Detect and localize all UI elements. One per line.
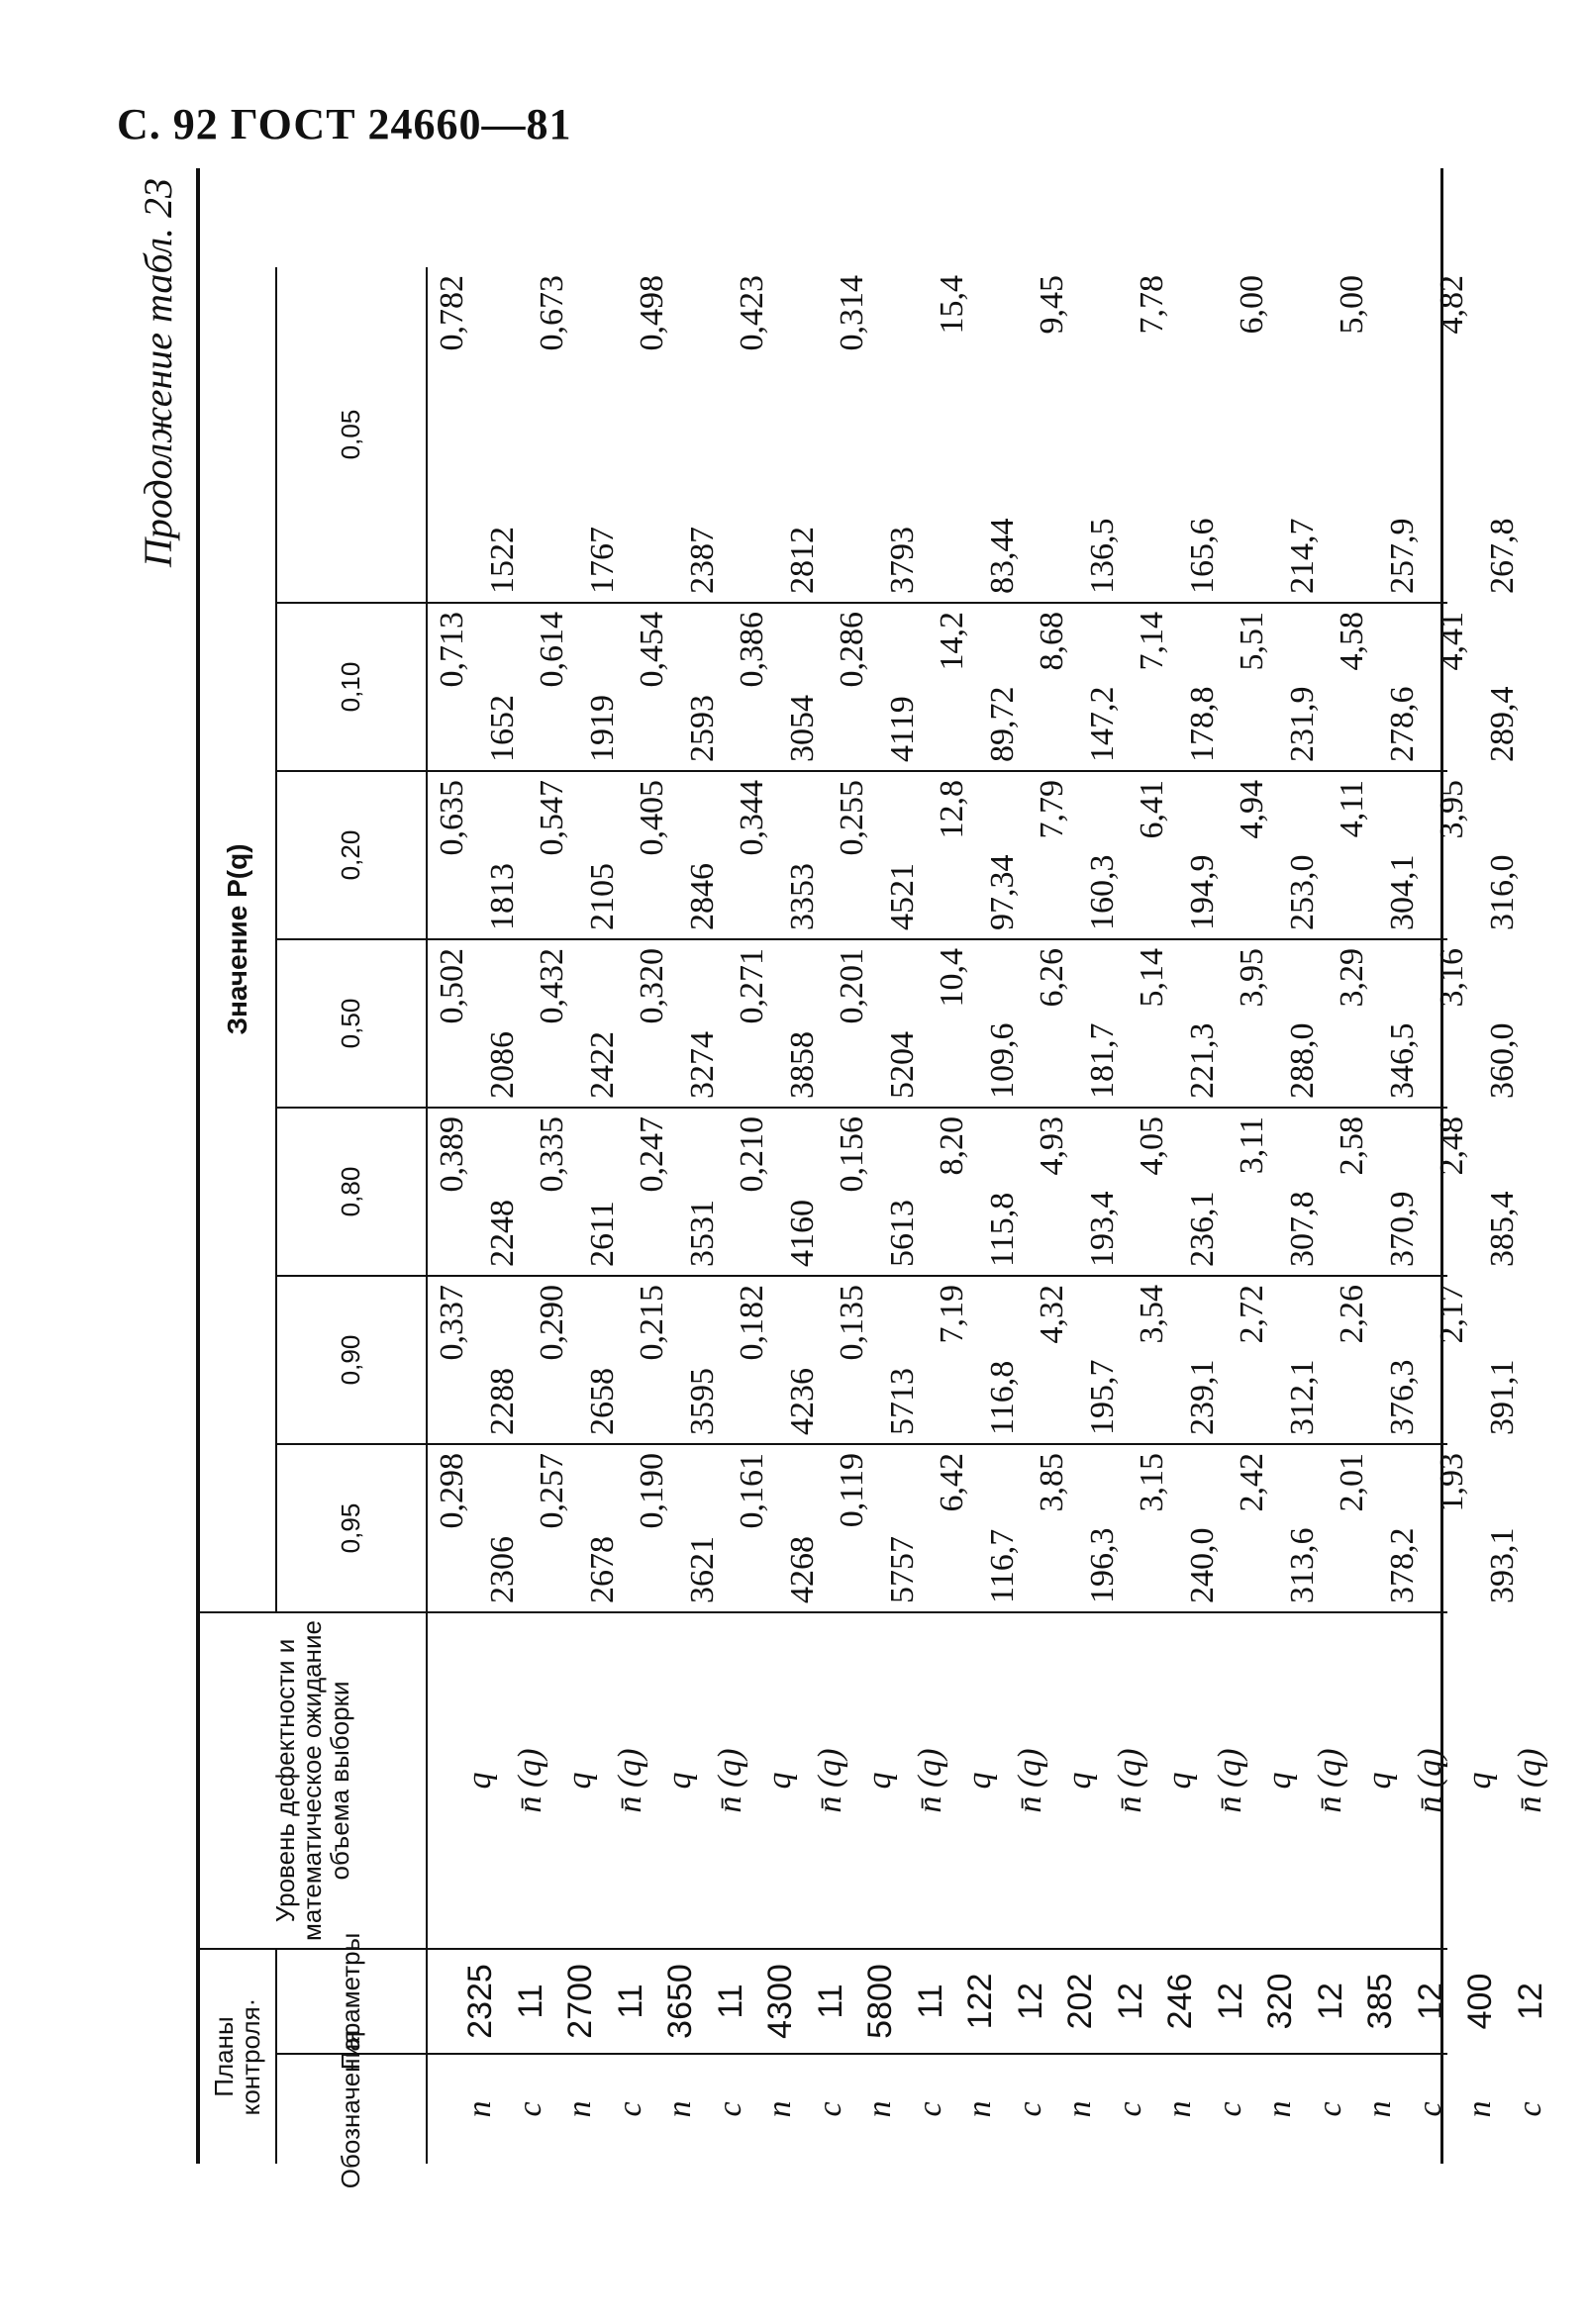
value-cell: 178,8 [1183,686,1221,762]
parameter-cell: 12 [1311,1983,1349,2020]
column-p-090 [426,1277,1521,1445]
parameter-cell: 5800 [861,1964,899,2039]
value-cell: 8,20 [934,1116,970,1176]
value-cell: 115,8 [983,1192,1021,1267]
designation-cell: n [1061,2100,1098,2118]
value-cell: 1,93 [1434,1453,1470,1512]
defect-level-cell: q [1361,1772,1398,1790]
parameter-cell: 12 [1511,1983,1549,2020]
value-cell: 376,3 [1383,1359,1421,1435]
value-cell: 0,386 [734,612,770,688]
value-cell: 391,1 [1483,1359,1521,1435]
defect-level-cell: q [761,1772,798,1790]
parameter-cell: 11 [811,1984,849,2019]
value-cell: 83,44 [983,518,1021,594]
value-cell: 0,405 [634,780,670,856]
defect-level-cell: n̄ (q) [611,1748,648,1813]
value-cell: 3,95 [1434,780,1470,839]
designation-cell: c [511,2101,548,2117]
value-cell: 0,257 [534,1453,570,1529]
value-cell: 6,00 [1234,275,1270,335]
value-cell: 4,11 [1334,780,1370,838]
value-cell: 1767 [583,527,621,594]
defect-level-cell: n̄ (q) [911,1748,948,1813]
value-cell: 3793 [883,527,921,594]
value-cell: 1652 [483,695,521,762]
value-cell: 3054 [783,695,821,762]
column-p-050 [426,940,1521,1109]
designation-cell: c [1111,2101,1148,2117]
value-cell: 0,135 [834,1285,870,1361]
value-cell: 0,290 [534,1285,570,1361]
value-cell: 6,42 [934,1453,970,1512]
parameter-cell: 202 [1061,1973,1099,2030]
designation-cell: n [561,2100,598,2118]
column-p-080 [426,1109,1521,1277]
value-cell: 14,2 [934,612,970,671]
value-cell: 2,26 [1334,1285,1370,1344]
value-cell: 231,9 [1283,686,1321,762]
value-cell: 2086 [483,1031,521,1099]
parameter-cell: 400 [1461,1973,1499,2030]
value-cell: 181,7 [1083,1022,1121,1099]
parameter-cell: 246 [1161,1973,1199,2030]
value-cell: 5757 [883,1536,921,1603]
designation-cell: c [1011,2101,1048,2117]
value-cell: 2846 [683,863,721,930]
value-cell: 89,72 [983,686,1021,762]
value-cell: 2288 [483,1368,521,1435]
parameter-cell: 122 [961,1973,999,2030]
value-cell: 4,32 [1034,1285,1070,1344]
value-cell: 196,3 [1083,1527,1121,1603]
value-cell: 6,41 [1134,780,1170,839]
value-cell: 0,673 [534,275,570,351]
value-cell: 0,454 [634,612,670,688]
value-cell: 0,119 [834,1453,870,1528]
designation-cell: n [961,2100,998,2118]
value-cell: 5204 [883,1031,921,1099]
value-cell: 360,0 [1483,1022,1521,1099]
value-cell: 160,3 [1083,854,1121,930]
designation-cell: n [661,2100,698,2118]
value-cell: 3621 [683,1536,721,1603]
value-cell: 4119 [883,696,921,762]
column-defect-level [426,1613,1548,1950]
parameter-cell: 3650 [661,1964,699,2039]
defect-level-cell: n̄ (q) [1511,1748,1548,1813]
defect-level-cell: q [461,1772,498,1790]
value-cell: 12,8 [934,780,970,839]
value-cell: 4,94 [1234,780,1270,839]
value-cell: 0,432 [534,948,570,1024]
header-p-080: 0,80 [277,1109,426,1277]
value-cell: 0,713 [434,612,470,688]
value-cell: 0,247 [634,1116,670,1193]
value-cell: 393,1 [1483,1527,1521,1603]
value-cell: 5613 [883,1200,921,1267]
value-cell: 165,6 [1183,518,1221,594]
value-cell: 267,8 [1483,518,1521,594]
header-p-005: 0,05 [277,267,426,604]
value-cell: 378,2 [1383,1527,1421,1603]
value-cell: 3,29 [1334,948,1370,1008]
designation-cell: n [861,2100,898,2118]
value-cell: 193,4 [1083,1191,1121,1267]
value-cell: 0,502 [434,948,470,1024]
header-defect-level: Уровень дефектности и математическое ожидание объема выборки [200,1613,426,1950]
value-cell: 0,314 [834,275,870,351]
value-cell: 4,58 [1334,612,1370,671]
value-cell: 0,286 [834,612,870,688]
designation-cell: n [1461,2100,1498,2118]
value-cell: 0,335 [534,1116,570,1193]
value-cell: 3353 [783,863,821,930]
value-cell: 221,3 [1183,1022,1221,1099]
header-designations: Обозначения [336,2029,366,2189]
value-cell: 147,2 [1083,686,1121,762]
value-cell: 2422 [583,1031,621,1099]
column-parameters [426,1950,1549,2055]
value-cell: 2248 [483,1200,521,1267]
value-cell: 0,423 [734,275,770,351]
value-cell: 4,41 [1434,612,1470,671]
value-cell: 109,6 [983,1022,1021,1099]
value-cell: 304,1 [1383,854,1421,930]
value-cell: 240,0 [1183,1527,1221,1603]
value-cell: 316,0 [1483,854,1521,930]
designation-cell: n [1261,2100,1298,2118]
value-cell: 4521 [883,863,921,930]
table-caption: Продолжение табл. 23 [136,178,180,568]
header-p-010: 0,10 [277,604,426,772]
value-cell: 0,255 [834,780,870,856]
value-cell: 9,45 [1034,275,1070,335]
defect-level-cell: q [561,1772,598,1790]
defect-level-cell: n̄ (q) [1211,1748,1248,1813]
value-cell: 116,8 [983,1360,1021,1435]
value-cell: 370,9 [1383,1191,1421,1267]
value-cell: 0,547 [534,780,570,856]
defect-level-cell: q [861,1772,898,1790]
defect-level-cell: n̄ (q) [1311,1748,1348,1813]
designation-cell: c [1411,2101,1448,2117]
value-cell: 0,298 [434,1453,470,1529]
value-cell: 3,54 [1134,1285,1170,1344]
value-cell: 307,8 [1283,1191,1321,1267]
value-cell: 0,201 [834,948,870,1024]
value-cell: 0,161 [734,1453,770,1529]
value-cell: 2658 [583,1368,621,1435]
value-cell: 3,11 [1234,1116,1270,1175]
header-p-095: 0,95 [277,1445,426,1613]
value-cell: 195,7 [1083,1359,1121,1435]
parameter-cell: 12 [1011,1983,1049,2020]
value-cell: 3274 [683,1031,721,1099]
value-cell: 239,1 [1183,1359,1221,1435]
designation-cell: c [911,2101,948,2117]
value-cell: 2611 [583,1201,621,1267]
value-cell: 3,95 [1234,948,1270,1008]
value-cell: 346,5 [1383,1022,1421,1099]
value-cell: 0,498 [634,275,670,351]
value-cell: 2,17 [1434,1285,1470,1344]
value-cell: 4,93 [1034,1116,1070,1176]
parameter-cell: 2700 [561,1964,599,2039]
column-p-005 [426,267,1521,604]
value-cell: 2387 [683,527,721,594]
parameter-cell: 385 [1361,1973,1399,2030]
value-cell: 7,78 [1134,275,1170,335]
value-cell: 0,215 [634,1285,670,1361]
defect-level-cell: q [1261,1772,1298,1790]
designation-cell: c [711,2101,748,2117]
defect-level-cell: q [961,1772,998,1790]
defect-level-cell: q [661,1772,698,1790]
defect-level-cell: q [1461,1772,1498,1790]
value-cell: 2,42 [1234,1453,1270,1512]
value-cell: 0,614 [534,612,570,688]
value-cell: 2,72 [1234,1285,1270,1344]
value-cell: 3858 [783,1031,821,1099]
parameter-cell: 4300 [761,1964,799,2039]
value-cell: 5713 [883,1368,921,1435]
designation-cell: c [1311,2101,1348,2117]
header-parameters: Параметры [277,1950,426,2055]
data-table [196,168,1549,2189]
parameter-cell: 11 [611,1984,649,2019]
value-cell: 2,01 [1334,1453,1370,1512]
value-cell: 2306 [483,1536,521,1603]
column-p-020 [426,772,1521,940]
value-cell: 4268 [783,1536,821,1603]
parameter-cell: 320 [1261,1973,1299,2030]
value-cell: 2812 [783,527,821,594]
parameter-cell: 2325 [461,1964,499,2039]
defect-level-cell: q [1161,1772,1198,1790]
value-cell: 3,85 [1034,1453,1070,1512]
value-cell: 236,1 [1183,1191,1221,1267]
value-cell: 0,182 [734,1285,770,1361]
designation-cell: c [1211,2101,1248,2117]
value-cell: 0,210 [734,1116,770,1193]
value-cell: 4236 [783,1368,821,1435]
header-plans: Планы контроля· [200,1950,277,2164]
value-cell: 136,5 [1083,518,1121,594]
column-designations [426,2055,1548,2164]
value-cell: 1522 [483,527,521,594]
value-cell: 15,4 [934,275,970,335]
header-p-value: Значение P(q) [200,267,277,1613]
value-cell: 7,14 [1134,612,1170,671]
value-cell: 278,6 [1383,686,1421,762]
parameter-cell: 11 [711,1984,749,2019]
value-cell: 0,337 [434,1285,470,1361]
header-p-050: 0,50 [277,940,426,1109]
designation-cell: n [1161,2100,1198,2118]
value-cell: 2593 [683,695,721,762]
defect-level-cell: n̄ (q) [1411,1748,1448,1813]
header-p-020: 0,20 [277,772,426,940]
value-cell: 0,389 [434,1116,470,1193]
header-p-090: 0,90 [277,1277,426,1445]
value-cell: 194,9 [1183,854,1221,930]
value-cell: 385,4 [1483,1191,1521,1267]
value-cell: 0,635 [434,780,470,856]
value-cell: 7,79 [1034,780,1070,839]
designation-cell: n [761,2100,798,2118]
value-cell: 0,782 [434,275,470,351]
value-cell: 116,7 [983,1528,1021,1603]
value-cell: 313,6 [1283,1527,1321,1603]
value-cell: 0,156 [834,1116,870,1193]
defect-level-cell: q [1061,1772,1098,1790]
value-cell: 1813 [483,863,521,930]
value-cell: 97,34 [983,854,1021,930]
value-cell: 0,190 [634,1453,670,1529]
parameter-cell: 11 [911,1984,949,2019]
parameter-cell: 12 [1111,1983,1149,2020]
parameter-cell: 12 [1411,1983,1449,2020]
value-cell: 0,271 [734,948,770,1024]
value-cell: 3,15 [1134,1453,1170,1512]
value-cell: 0,344 [734,780,770,856]
defect-level-cell: n̄ (q) [1011,1748,1048,1813]
rotated-table-block [136,168,1549,2189]
value-cell: 4,82 [1434,275,1470,335]
value-cell: 7,19 [934,1285,970,1344]
value-cell: 5,51 [1234,612,1270,671]
designation-cell: c [611,2101,648,2117]
value-cell: 312,1 [1283,1359,1321,1435]
column-p-095 [426,1445,1521,1613]
parameter-cell: 11 [511,1984,549,2019]
defect-level-cell: n̄ (q) [511,1748,548,1813]
value-cell: 3,16 [1434,948,1470,1008]
defect-level-cell: n̄ (q) [711,1748,748,1813]
designation-cell: c [1511,2101,1548,2117]
value-cell: 289,4 [1483,686,1521,762]
value-cell: 5,14 [1134,948,1170,1008]
defect-level-cell: n̄ (q) [1111,1748,1148,1813]
parameter-cell: 12 [1211,1983,1249,2020]
value-cell: 4160 [783,1200,821,1267]
page-header: С. 92 ГОСТ 24660—81 [117,100,572,148]
value-cell: 2678 [583,1536,621,1603]
value-cell: 253,0 [1283,854,1321,930]
value-cell: 4,05 [1134,1116,1170,1176]
designation-cell: n [1361,2100,1398,2118]
value-cell: 2105 [583,863,621,930]
value-cell: 3531 [683,1200,721,1267]
value-cell: 1919 [583,695,621,762]
value-cell: 214,7 [1283,518,1321,594]
value-cell: 5,00 [1334,275,1370,335]
value-cell: 3595 [683,1368,721,1435]
designation-cell: n [461,2100,498,2118]
defect-level-cell: n̄ (q) [811,1748,848,1813]
value-cell: 6,26 [1034,948,1070,1008]
value-cell: 0,320 [634,948,670,1024]
value-cell: 10,4 [934,948,970,1008]
value-cell: 2,58 [1334,1116,1370,1176]
value-cell: 288,0 [1283,1022,1321,1099]
column-p-010 [426,604,1521,772]
value-cell: 2,48 [1434,1116,1470,1176]
value-cell: 257,9 [1383,518,1421,594]
value-cell: 8,68 [1034,612,1070,671]
designation-cell: c [811,2101,848,2117]
